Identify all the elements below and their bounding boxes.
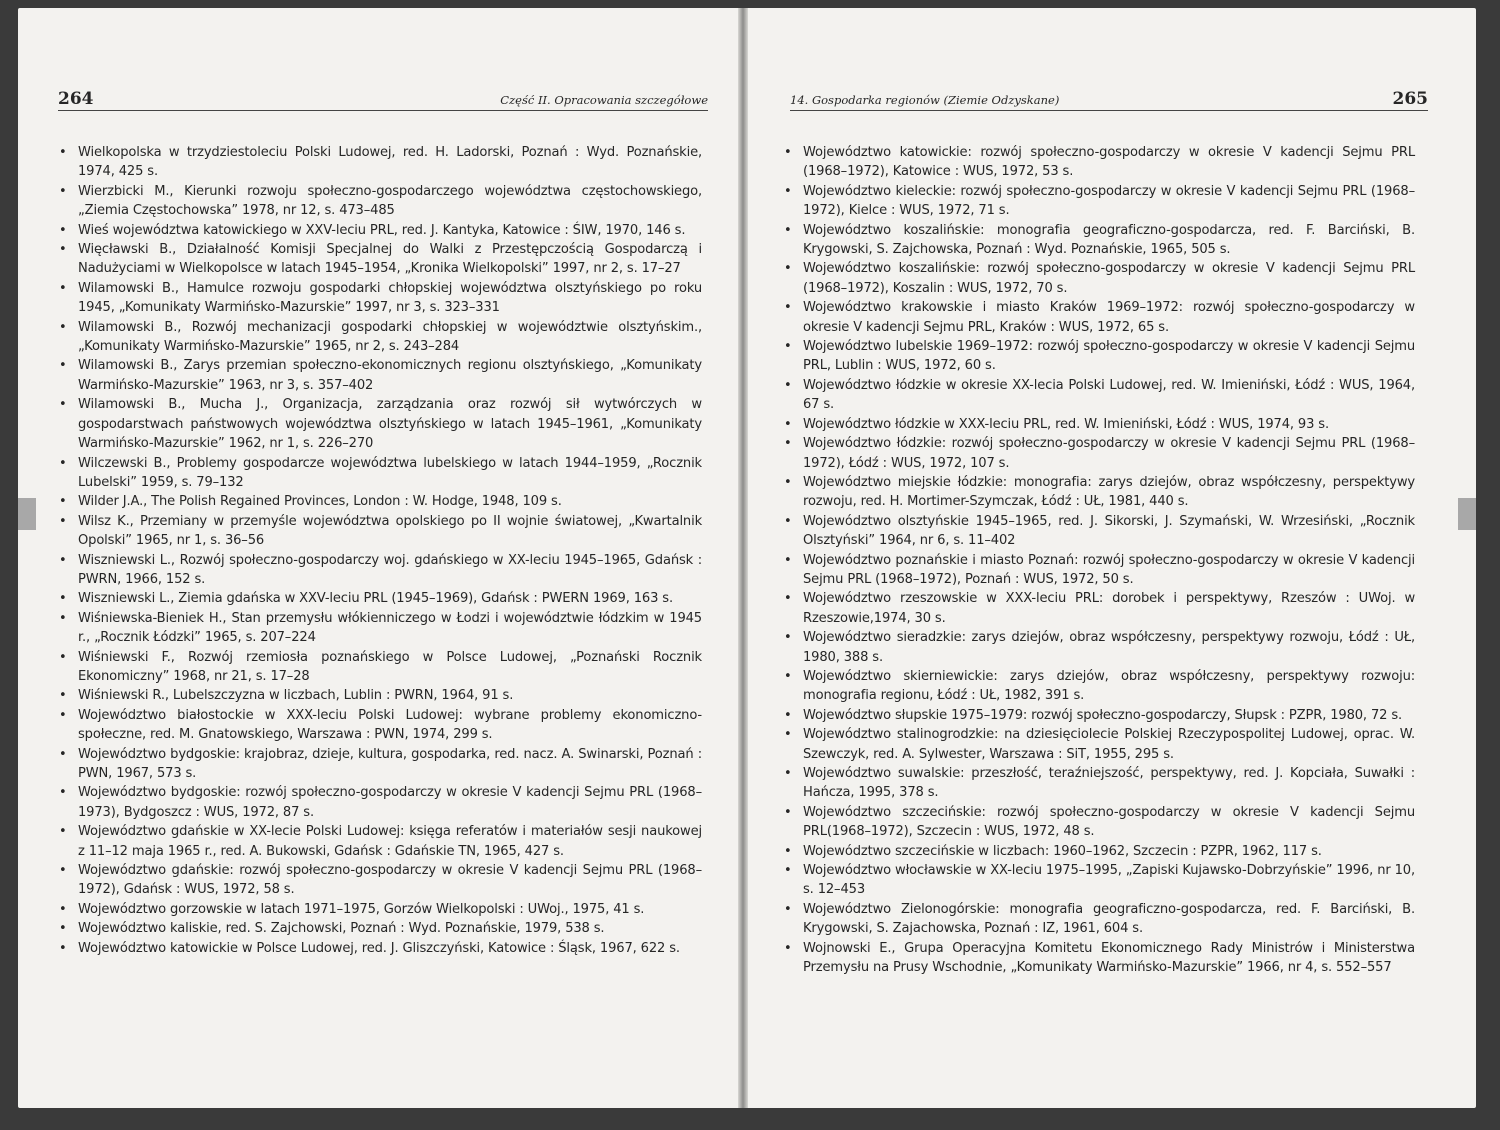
bibliography-entry: • Wilamowski B., Mucha J., Organizacja, zarządzania oraz rozwój sił wytwórczych w gospodarstwach państwowych województwa olsztyńskiego w latach 1945–1961, „Komunikaty Warmińsko-Mazurskie” 1962, nr 1, s. 226–270 [78, 395, 702, 453]
bibliography-entry: • Województwo szczecińskie: rozwój społeczno-gospodarczy w okresie V kadencji Sejmu PRL(1968–1972), Szczecin : WUS, 1972, 48 s. [803, 803, 1415, 842]
bibliography-entry: • Województwo katowickie: rozwój społeczno-gospodarczy w okresie V kadencji Sejmu PRL (1968–1972), Katowice : WUS, 1972, 53 s. [803, 143, 1415, 182]
bibliography-entry: • Województwo kieleckie: rozwój społeczno-gospodarczy w okresie V kadencji Sejmu PRL (1968–1972), Kielce : WUS, 1972, 71 s. [803, 182, 1415, 221]
bibliography-entry: • Województwo katowickie w Polsce Ludowej, red. J. Gliszczyński, Katowice : Śląsk, 1967, 622 s. [78, 939, 702, 958]
bibliography-entry: • Wilamowski B., Hamulce rozwoju gospodarki chłopskiej województwa olsztyńskiego po roku 1945, „Komunikaty Warmińsko-Mazurskie” 1997, nr 3, s. 323–331 [78, 279, 702, 318]
bibliography-entry: • Województwo lubelskie 1969–1972: rozwój społeczno-gospodarczy w okresie V kadencji Sejmu PRL, Lublin : WUS, 1972, 60 s. [803, 337, 1415, 376]
header-rule [58, 110, 708, 111]
bibliography-entry: • Wiśniewska-Bieniek H., Stan przemysłu włókienniczego w Łodzi i województwie łódzkim w 1945 r., „Rocznik Łódzki” 1965, s. 207–224 [78, 609, 702, 648]
bibliography-entry: • Województwo łódzkie: rozwój społeczno-gospodarczy w okresie V kadencji Sejmu PRL (1968–1972), Łódź : WUS, 1972, 107 s. [803, 434, 1415, 473]
bibliography-entry: • Wiszniewski L., Ziemia gdańska w XXV-leciu PRL (1945–1969), Gdańsk : PWERN 1969, 163 s. [78, 589, 702, 608]
bibliography-entry: • Województwo włocławskie w XX-leciu 1975–1995, „Zapiski Kujawsko-Dobrzyńskie” 1996, nr 10, s. 12–453 [803, 861, 1415, 900]
bibliography-entry: • Więcławski B., Działalność Komisji Specjalnej do Walki z Przestępczością Gospodarczą i Nadużyciami w Wielkopolsce w latach 1945–1954, „Kronika Wielkopolski” 1997, nr 2, s. 17–27 [78, 240, 702, 279]
bibliography-entry: • Województwo szczecińskie w liczbach: 1960–1962, Szczecin : PZPR, 1962, 117 s. [803, 842, 1415, 861]
bibliography-entry: • Wielkopolska w trzydziestoleciu Polski Ludowej, red. H. Ladorski, Poznań : Wyd. Poznańskie, 1974, 425 s. [78, 143, 702, 182]
bibliography-entry: • Województwo sieradzkie: zarys dziejów, obraz współczesny, perspektywy rozwoju, Łódź : UŁ, 1980, 388 s. [803, 628, 1415, 667]
bibliography-entry: • Województwo skierniewickie: zarys dziejów, obraz współczesny, perspektywy rozwoju: monografia regionu, Łódź : UŁ, 1982, 391 s. [803, 667, 1415, 706]
bibliography-entry: • Województwo gdańskie w XX-lecie Polski Ludowej: księga referatów i materiałów sesji naukowej z 11–12 maja 1965 r., red. A. Bukowski, Gdańsk : Gdańskie TN, 1965, 427 s. [78, 822, 702, 861]
bibliography-entry: • Województwo białostockie w XXX-leciu Polski Ludowej: wybrane problemy ekonomiczno-społeczne, red. M. Gnatowskiego, Warszawa : PWN, 1974, 299 s. [78, 706, 702, 745]
bibliography-entry: • Województwo łódzkie w XXX-leciu PRL, red. W. Imieniński, Łódź : WUS, 1974, 93 s. [803, 415, 1415, 434]
bibliography-entry: • Województwo krakowskie i miasto Kraków 1969–1972: rozwój społeczno-gospodarczy w okresie V kadencji Sejmu PRL, Kraków : WUS, 1972, 65 s. [803, 298, 1415, 337]
bibliography-entry: • Województwo bydgoskie: rozwój społeczno-gospodarczy w okresie V kadencji Sejmu PRL (1968–1973), Bydgoszcz : WUS, 1972, 87 s. [78, 783, 702, 822]
bibliography-entry: • Wiszniewski L., Rozwój społeczno-gospodarczy woj. gdańskiego w XX-leciu 1945–1965, Gdańsk : PWRN, 1966, 152 s. [78, 551, 702, 590]
bibliography-entry: • Województwo Zielonogórskie: monografia geograficzno-gospodarcza, red. F. Barciński, B. Krygowski, S. Zajachowska, Poznań : IZ, 1961, 604 s. [803, 900, 1415, 939]
book-gutter [738, 8, 748, 1108]
right-page-header [790, 89, 1428, 115]
bibliography-entry: • Województwo bydgoskie: krajobraz, dzieje, kultura, gospodarka, red. nacz. A. Swinarski, Poznań : PWN, 1967, 573 s. [78, 745, 702, 784]
bibliography-entry: • Województwo miejskie łódzkie: monografia: zarys dziejów, obraz współczesny, perspektywy rozwoju, red. H. Mortimer-Szymczak, Łódź : UŁ, 1981, 440 s. [803, 473, 1415, 512]
bibliography-entry: • Wiśniewski F., Rozwój rzemiosła poznańskiego w Polsce Ludowej, „Poznański Rocznik Ekonomiczny” 1968, nr 21, s. 17–28 [78, 648, 702, 687]
bibliography-entry: • Województwo słupskie 1975–1979: rozwój społeczno-gospodarczy, Słupsk : PZPR, 1980, 72 s. [803, 706, 1415, 725]
right-page [748, 8, 1476, 1108]
bibliography-entry: • Województwo rzeszowskie w XXX-leciu PRL: dorobek i perspektywy, Rzeszów : UWoj. w Rzeszowie,1974, 30 s. [803, 589, 1415, 628]
bibliography-entry: • Wierzbicki M., Kierunki rozwoju społeczno-gospodarczego województwa częstochowskiego, „Ziemia Częstochowska” 1978, nr 12, s. 473–485 [78, 182, 702, 221]
bibliography-entry: • Województwo olsztyńskie 1945–1965, red. J. Sikorski, J. Szymański, W. Wrzesiński, „Rocznik Olsztyński” 1964, nr 6, s. 11–402 [803, 512, 1415, 551]
bibliography-list [803, 143, 1415, 977]
header-rule [790, 110, 1428, 111]
bibliography-entry: • Wilamowski B., Rozwój mechanizacji gospodarki chłopskiej w województwie olsztyńskim., „Komunikaty Warmińsko-Mazurskie” 1965, nr 2, s. 243–284 [78, 318, 702, 357]
bibliography-entry: • Województwo stalinogrodzkie: na dziesięciolecie Polskiej Rzeczypospolitej Ludowej, oprac. W. Szewczyk, red. A. Sylwester, Warszawa : SiT, 1955, 295 s. [803, 725, 1415, 764]
bibliography-entry: • Wilder J.A., The Polish Regained Provinces, London : W. Hodge, 1948, 109 s. [78, 492, 702, 511]
running-title: Część II. Opracowania szczegółowe [500, 93, 708, 107]
bibliography-entry: • Wojnowski E., Grupa Operacyjna Komitetu Ekonomicznego Rady Ministrów i Ministerstwa Przemysłu na Prusy Wschodnie, „Komunikaty Warmińsko-Mazurskie” 1966, nr 4, s. 552–557 [803, 939, 1415, 978]
bibliography-entry: • Województwo poznańskie i miasto Poznań: rozwój społeczno-gospodarczy w okresie V kadencji Sejmu PRL (1968–1972), Poznań : WUS, 1972, 50 s. [803, 551, 1415, 590]
bibliography-entry: • Województwo suwalskie: przeszłość, teraźniejszość, perspektywy, red. J. Kopciała, Suwałki : Hańcza, 1995, 378 s. [803, 764, 1415, 803]
left-page [18, 8, 738, 1108]
bibliography-entry: • Wiśniewski R., Lubelszczyzna w liczbach, Lublin : PWRN, 1964, 91 s. [78, 686, 702, 705]
page-number: 264 [58, 89, 94, 109]
bibliography-entry: • Województwo gdańskie: rozwój społeczno-gospodarczy w okresie V kadencji Sejmu PRL (1968–1972), Gdańsk : WUS, 1972, 58 s. [78, 861, 702, 900]
thumb-index-marker [1458, 498, 1476, 530]
bibliography-entry: • Województwo koszalińskie: monografia geograficzno-gospodarcza, red. F. Barciński, B. Krygowski, S. Zajchowska, Poznań : Wyd. Poznańskie, 1965, 505 s. [803, 221, 1415, 260]
bibliography-entry: • Wilsz K., Przemiany w przemyśle województwa opolskiego po II wojnie światowej, „Kwartalnik Opolski” 1965, nr 1, s. 36–56 [78, 512, 702, 551]
bibliography-entry: • Wilczewski B., Problemy gospodarcze województwa lubelskiego w latach 1944–1959, „Rocznik Lubelski” 1959, s. 79–132 [78, 454, 702, 493]
thumb-index-marker [18, 498, 36, 530]
bibliography-entry: • Województwo łódzkie w okresie XX-lecia Polski Ludowej, red. W. Imieniński, Łódź : WUS, 1964, 67 s. [803, 376, 1415, 415]
bibliography-entry: • Wieś województwa katowickiego w XXV-leciu PRL, red. J. Kantyka, Katowice : ŚIW, 1970, 146 s. [78, 221, 702, 240]
running-title: 14. Gospodarka regionów (Ziemie Odzyskane) [790, 93, 1060, 107]
bibliography-entry: • Województwo gorzowskie w latach 1971–1975, Gorzów Wielkopolski : UWoj., 1975, 41 s. [78, 900, 702, 919]
page-number: 265 [1392, 89, 1428, 109]
left-page-header [58, 89, 708, 115]
bibliography-entry: • Województwo kaliskie, red. S. Zajchowski, Poznań : Wyd. Poznańskie, 1979, 538 s. [78, 919, 702, 938]
bibliography-entry: • Województwo koszalińskie: rozwój społeczno-gospodarczy w okresie V kadencji Sejmu PRL (1968–1972), Koszalin : WUS, 1972, 70 s. [803, 259, 1415, 298]
bibliography-list [78, 143, 702, 958]
bibliography-entry: • Wilamowski B., Zarys przemian społeczno-ekonomicznych regionu olsztyńskiego, „Komunikaty Warmińsko-Mazurskie” 1963, nr 3, s. 357–402 [78, 356, 702, 395]
